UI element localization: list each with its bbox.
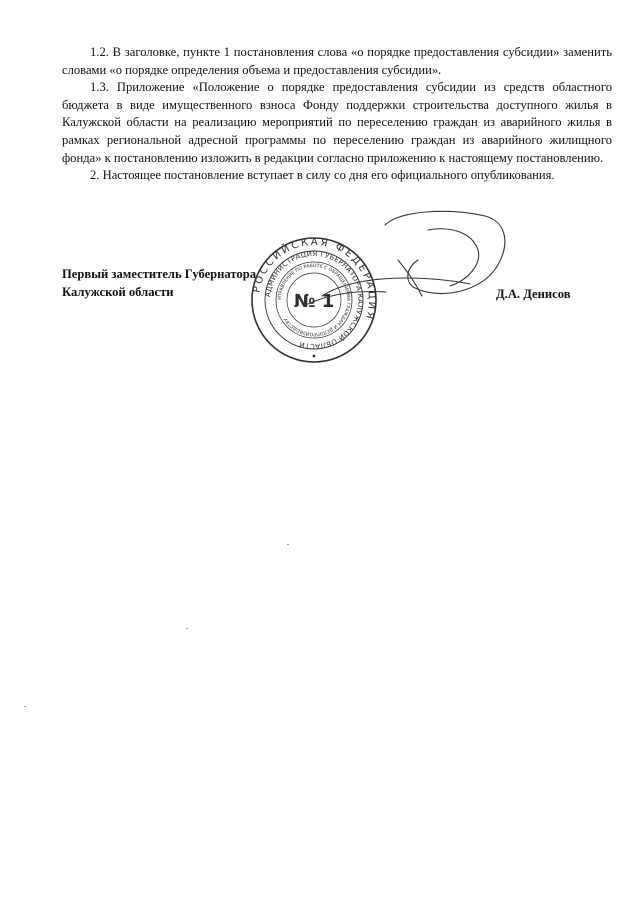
handwritten-signature (300, 200, 520, 310)
paragraph-1-2: 1.2. В заголовке, пункте 1 постановления слова «о порядке предоставления субсидии» заменить словами «о порядке определения объема и предоставления субсидии». (62, 45, 612, 77)
seal-number: № 1 (293, 291, 335, 312)
position-line-1: Первый заместитель Губернатора (62, 267, 257, 281)
seal-outer-text: РОССИЙСКАЯ ФЕДЕРАЦИЯ (251, 236, 378, 323)
scan-speck (186, 628, 188, 629)
scan-speck (24, 706, 26, 707)
paragraph-2: 2. Настоящее постановление вступает в силу со дня его официального опубликования. (90, 168, 555, 183)
position-line-2: Калужской области (62, 285, 174, 299)
signatory-position (62, 265, 256, 301)
seal-middle-text: АДМИНИСТРАЦИЯ ГУБЕРНАТОРА КАЛУЖСКОЙ ОБЛАСТИ (264, 249, 365, 351)
document-body (62, 44, 612, 185)
paragraph-1-3: 1.3. Приложение «Положение о порядке предоставления субсидии из средств областного бюджета в виде имущественного взноса Фонду поддержки строительства доступного жилья в Калужской области на реализацию мероприятий по переселению граждан из аварийного жилья в рамках региональной адресной программы по переселению граждан из аварийного жилищного фонда» к постановлению изложить в редакции согласно приложению к настоящему постановлению. (62, 80, 612, 165)
scan-speck (287, 544, 289, 545)
signatory-name: Д.А. Денисов (496, 287, 571, 301)
seal-inner-text: УПРАВЛЕНИЕ ПО РАБОТЕ С ОБРАЩЕНИЯМИ ГРАЖДАН И ДЕЛОПРОИЗВОДСТВУ (277, 263, 351, 337)
